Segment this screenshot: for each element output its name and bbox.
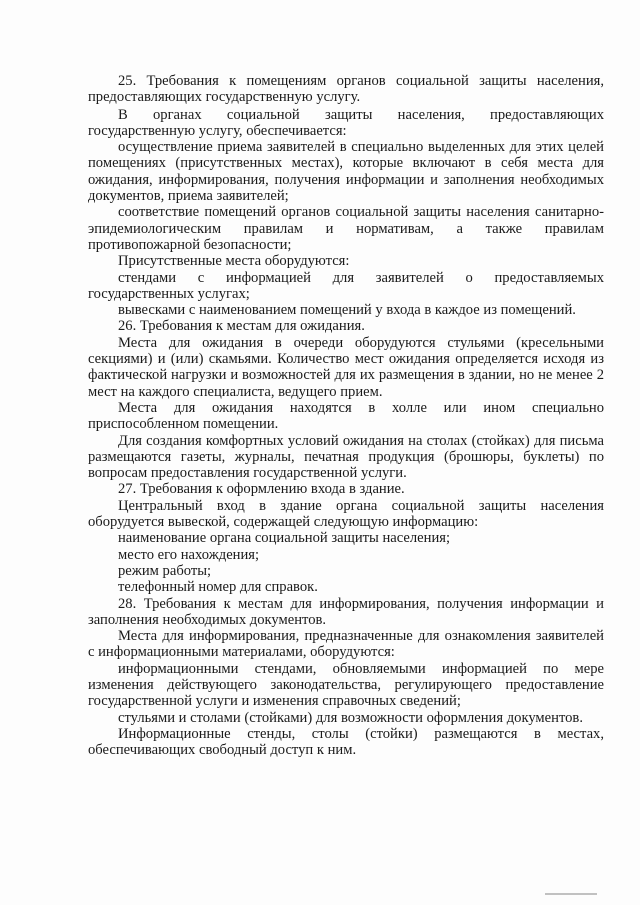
paragraph: Места для ожидания в очереди оборудуются стульями (кресельными секциями) и (или) скамьями. Количество мест ожидания определяется исходя из фактической нагрузки и возможностей для их размещения в здании, но не менее 2 мест на каждого специалиста, ведущего прием. bbox=[88, 334, 604, 400]
list-item: соответствие помещений органов социальной защиты населения санитарно-эпидемиологическим правилам и нормативам, а также правилам противопожарной безопасности; bbox=[88, 204, 604, 253]
paragraph: Места для ожидания находятся в холле или ином специально приспособленном помещении. bbox=[88, 399, 604, 433]
paragraph: Центральный вход в здание органа социальной защиты населения оборудуется вывеской, содержащей следующую информацию: bbox=[88, 497, 604, 531]
section-heading-25: 25. Требования к помещениям органов социальной защиты населения, предоставляющих государственную услугу. bbox=[88, 73, 604, 106]
section-heading-26: 26. Требования к местам для ожидания. bbox=[118, 318, 365, 335]
section-heading-28: 28. Требования к местам для информирования, получения информации и заполнения необходимых документов. bbox=[88, 595, 604, 628]
list-item: наименование органа социальной защиты населения; bbox=[118, 530, 451, 547]
paragraph: Для создания комфортных условий ожидания на столах (стойках) для письма размещаются газеты, журналы, печатная продукция (брошюры, буклеты) по вопросам предоставления государственной услуги. bbox=[88, 432, 604, 482]
list-item: стульями и столами (стойками) для возможности оформления документов. bbox=[118, 709, 583, 726]
scan-artifact bbox=[545, 893, 597, 895]
list-item: информационными стендами, обновляемыми информацией по мере изменения действующего законодательства, регулирующего предоставление государственной услуги и изменения справочных сведений; bbox=[88, 660, 604, 710]
list-item: осуществление приема заявителей в специально выделенных для этих целей помещениях (присутственных местах), которые включают в себя места для ожидания, информирования, получения информации и заполнения необходимых документов, приема заявителей; bbox=[88, 139, 604, 205]
document-body bbox=[88, 73, 604, 758]
paragraph: В органах социальной защиты населения, предоставляющих государственную услугу, обеспечивается: bbox=[88, 106, 604, 139]
list-item: место его нахождения; bbox=[118, 546, 260, 563]
list-item: телефонный номер для справок. bbox=[118, 579, 318, 596]
paragraph: Присутственные места оборудуются: bbox=[118, 253, 350, 270]
list-item: режим работы; bbox=[118, 562, 212, 579]
list-item: вывесками с наименованием помещений у входа в каждое из помещений. bbox=[118, 302, 576, 319]
list-item: стендами с информацией для заявителей о предоставляемых государственных услугах; bbox=[88, 269, 604, 302]
paragraph: Информационные стенды, столы (стойки) размещаются в местах, обеспечивающих свободный доступ к ним. bbox=[88, 725, 604, 759]
paragraph: Места для информирования, предназначенные для ознакомления заявителей с информационными материалами, оборудуются: bbox=[88, 628, 604, 661]
section-heading-27: 27. Требования к оформлению входа в здание. bbox=[118, 481, 405, 498]
